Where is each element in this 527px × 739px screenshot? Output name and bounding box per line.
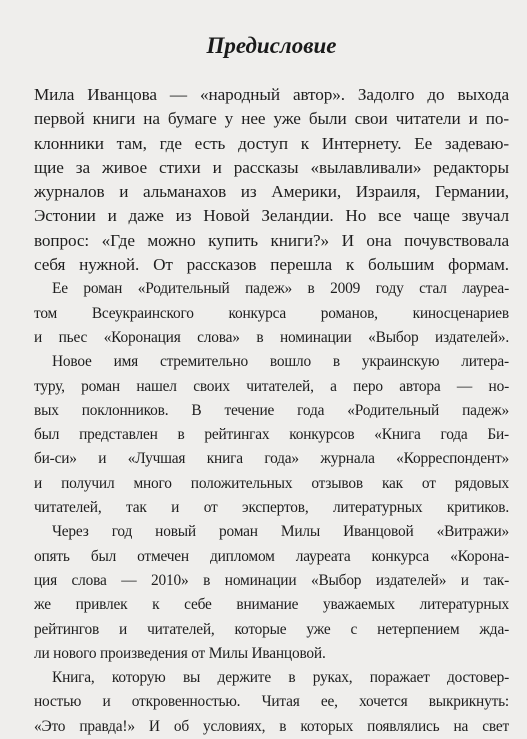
text-line: Новое имя стремительно вошло в украинскую литера-	[52, 353, 509, 371]
text-line: же привлек к себе внимание уважаемых литературных	[34, 596, 509, 614]
paragraph-3	[34, 350, 509, 520]
text-line: себя нужной. От рассказов перешла к большим формам.	[34, 255, 509, 275]
text-line: том Всеукраинского конкурса романов, киносценариев	[34, 304, 509, 322]
text-line: читателей, так и от экспертов, литературных критиков.	[34, 499, 509, 517]
text-line: и пьес «Коронация слова» в номинации «Выбор издателей».	[34, 328, 509, 346]
text-line: опять был отмечен дипломом лауреата конкурса «Корона-	[34, 547, 509, 565]
text-line: Мила Иванцова — «народный автор». Задолго до выхода	[34, 85, 509, 104]
text-line: клонники там, где есть доступ к Интернету. Ее задеваю-	[34, 133, 509, 153]
text-line: ностью и откровенностью. Читая ее, хочется выкрикнуть:	[34, 693, 509, 711]
page-title: Предисловие	[206, 33, 337, 58]
text-line: Книга, которую вы держите в руках, поражает достовер-	[52, 669, 509, 687]
text-line: Эстонии и даже из Новой Зеландии. Но все чаще звучал	[34, 206, 509, 226]
paragraph-1	[34, 83, 509, 277]
paragraph-5	[34, 666, 509, 739]
body-text	[34, 83, 509, 739]
text-line: рейтингов и читателей, которые уже с нетерпением ждa-	[34, 620, 509, 638]
text-line: щие за живое стихи и рассказы «вылавливали» редакторы	[34, 157, 509, 177]
text-line: «Это правда!» И об условиях, в которых появлялись на свет	[34, 717, 509, 735]
text-line: журналов и альманахов из Америки, Израиля, Германии,	[34, 182, 509, 202]
text-line: был представлен в рейтингах конкурсов «Книга года Би-	[34, 426, 509, 444]
text-line: Ее роман «Родительный падеж» в 2009 году стал лауреа-	[52, 280, 509, 298]
paragraph-2	[34, 277, 509, 350]
text-line: ция слова — 2010» в номинации «Выбор издателей» и так-	[34, 571, 509, 589]
text-line: би-си» и «Лучшая книга года» журнала «Корреспондент»	[34, 450, 509, 468]
paragraph-4	[34, 520, 509, 666]
text-line: вых поклонников. В течение года «Родительный падеж»	[34, 401, 509, 419]
text-line: ли нового произведения от Милы Иванцовой.	[34, 644, 326, 662]
text-line: первой книги на бумаге у нее уже были свои читатели и по-	[34, 109, 509, 129]
text-line: Через год новый роман Милы Иванцовой «Витражи»	[52, 523, 509, 541]
text-line: и получил много положительных отзывов как от рядовых	[34, 474, 509, 492]
text-line: туру, роман нашел своих читателей, а перо автора — но-	[34, 377, 509, 395]
text-line: вопрос: «Где можно купить книги?» И она почувствовала	[34, 230, 509, 250]
